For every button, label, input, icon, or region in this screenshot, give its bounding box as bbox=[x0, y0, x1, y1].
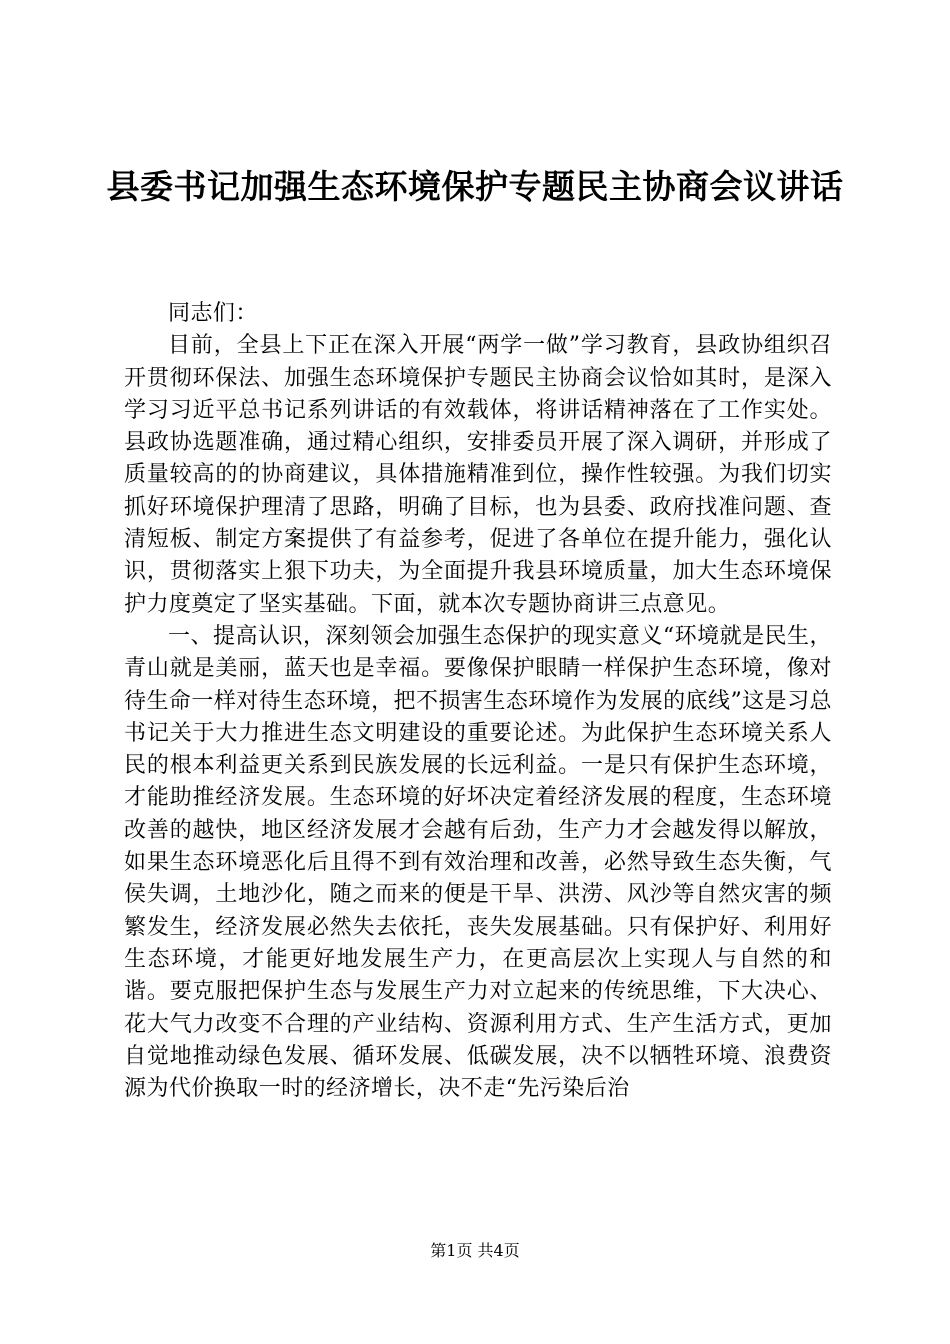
paragraph-intro: 目前，全县上下正在深入开展“两学一做”学习教育，县政协组织召开贯彻环保法、加强生态环境保护专题民主协商会议恰如其时，是深入学习习近平总书记系列讲话的有效载体，将讲话精神落在了工作实处。县政协选题准确，通过精心组织，安排委员开展了深入调研，并形成了质量较高的的协商建议，具体措施精准到位，操作性较强。为我们切实抓好环境保护理清了思路，明确了目标，也为县委、政府找准问题、查清短板、制定方案提供了有益参考，促进了各单位在提升能力，强化认识，贯彻落实上狠下功夫，为全面提升我县环境质量，加大生态环境保护力度奠定了坚实基础。下面，就本次专题协商讲三点意见。 bbox=[124, 333, 832, 617]
document-body bbox=[124, 298, 832, 1105]
salutation: 同志们： bbox=[168, 301, 258, 326]
page-footer bbox=[0, 1240, 950, 1262]
paragraph-section-one: 一、提高认识，深刻领会加强生态保护的现实意义“环境就是民生，青山就是美丽，蓝天也是幸福。要像保护眼睛一样保护生态环境，像对待生命一样对待生态环境，把不损害生态环境作为发展的底线”这是习总书记关于大力推进生态文明建设的重要论述。为此保护生态环境关系人民的根本利益更关系到民族发展的长远利益。一是只有保护生态环境，才能助推经济发展。生态环境的好坏决定着经济发展的程度，生态环境改善的越快，地区经济发展才会越有后劲，生产力才会越发得以解放，如果生态环境恶化后且得不到有效治理和改善，必然导致生态失衡，气侯失调，土地沙化，随之而来的便是干旱、洪涝、风沙等自然灾害的频繁发生，经济发展必然失去依托，丧失发展基础。只有保护好、利用好生态环境，才能更好地发展生产力，在更高层次上实现人与自然的和谐。要克服把保护生态与发展生产力对立起来的传统思维，下大决心、花大气力改变不合理的产业结构、资源利用方式、生产生活方式，更加自觉地推动绿色发展、循环发展、低碳发展，决不以牺牲环境、浪费资源为代价换取一时的经济增长，决不走“先污染后治 bbox=[124, 623, 832, 1102]
page-indicator: 第1页 共4页 bbox=[430, 1241, 520, 1260]
document-title: 县委书记加强生态环境保护专题民主协商会议讲话 bbox=[106, 167, 844, 206]
